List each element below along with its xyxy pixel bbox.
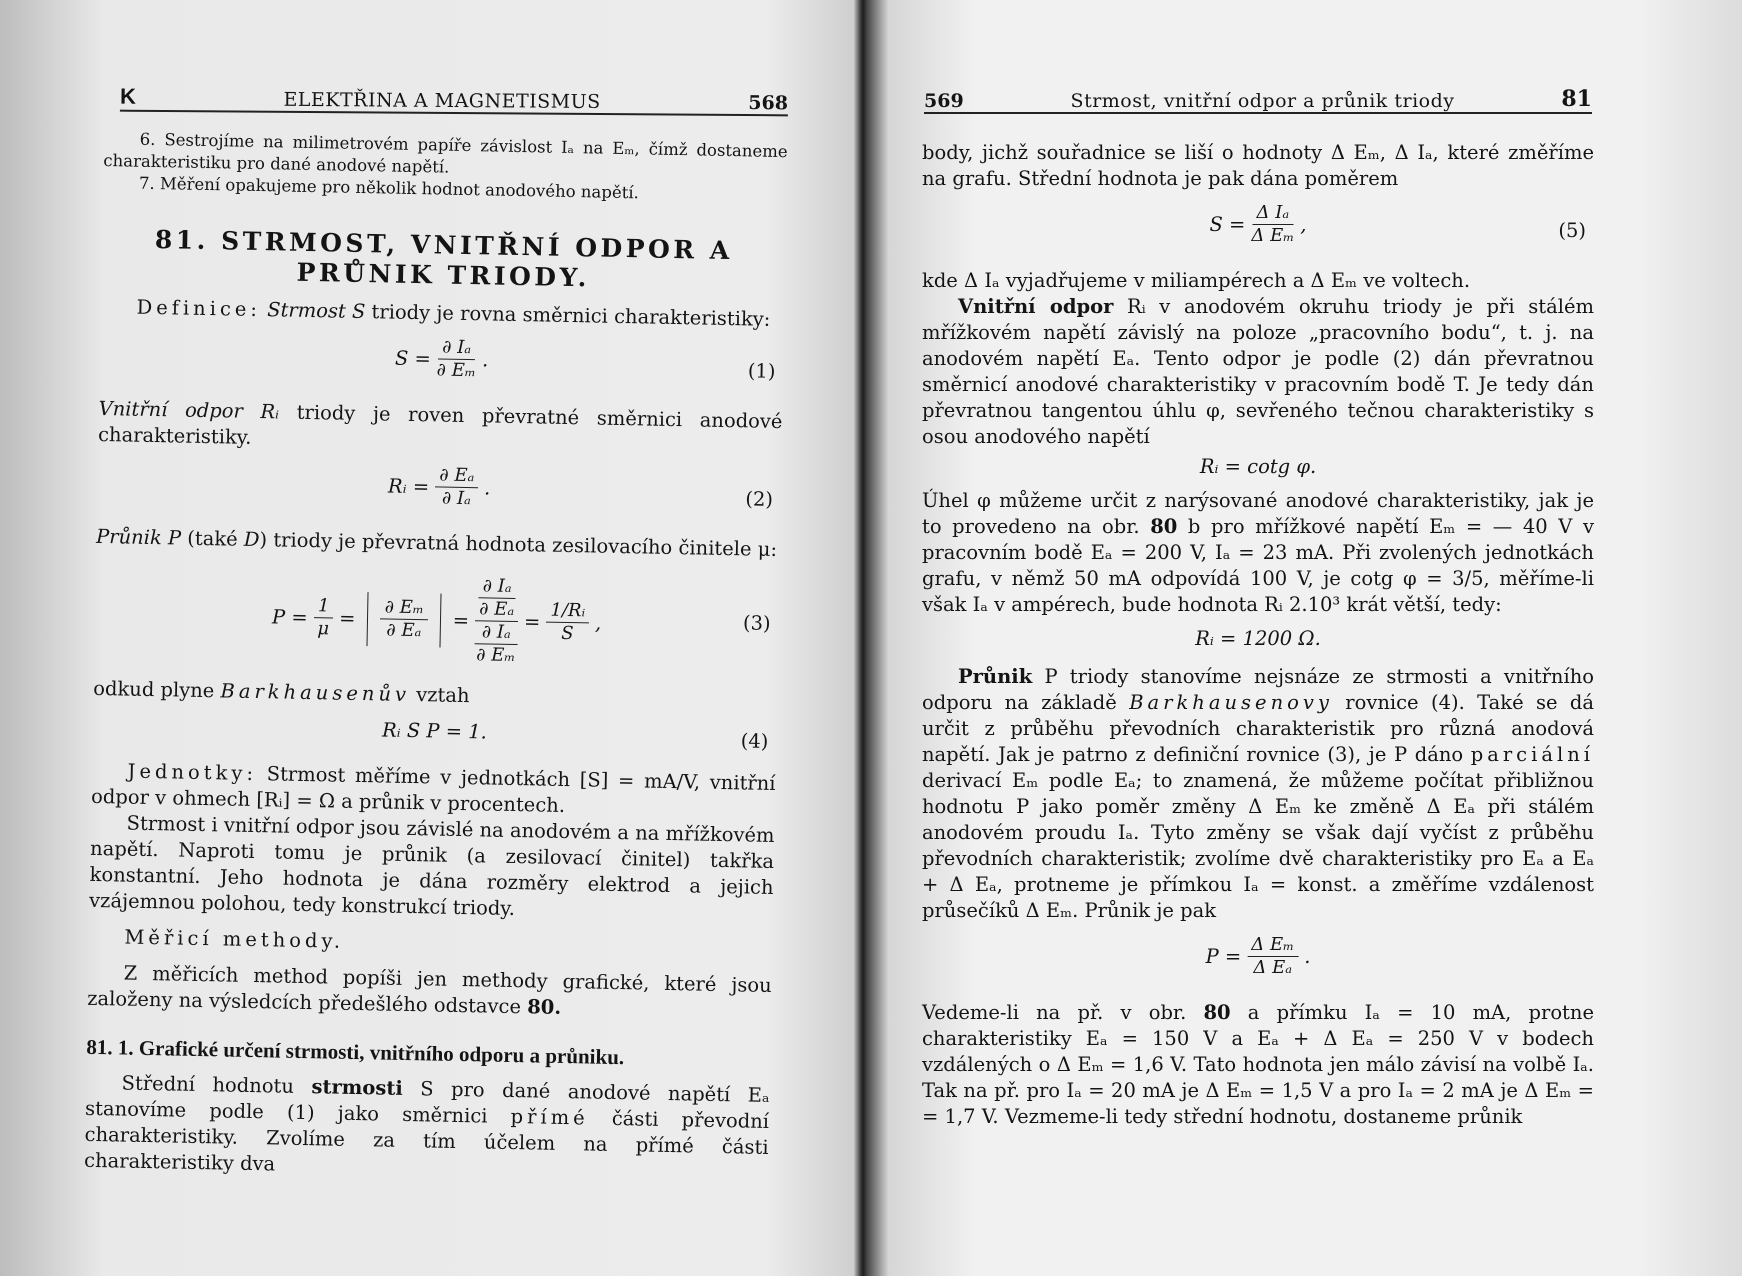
right-running-header	[924, 82, 1592, 114]
definition-paragraph: Definice: Strmost S triody je rovna směrnici charakteristiky:	[136, 295, 771, 331]
paragraph: Vnitřní odpor Rᵢ triody je roven převratné směrnici anodové charakteristiky.	[97, 396, 783, 449]
list-item: 7. Měření opakujeme pro několik hodnot anodového napětí.	[138, 173, 640, 203]
equation-number: (2)	[745, 487, 774, 511]
paragraph: kde Δ Iₐ vyjadřujeme v miliampérech a Δ Eₘ ve voltech.	[922, 269, 1471, 292]
section-title: 81. STRMOST, VNITŘNÍ ODPOR A PRŮNIK TRIODY.	[154, 225, 733, 293]
equation-7: Rᵢ = 1200 Ω.	[1195, 627, 1321, 650]
paragraph: Strmost i vnitřní odpor jsou závislé na anodovém a na mřížkovém napětí. Naproti tomu je průnik (a zesilovací činitel) takřka konstantní. Jeho hodnota je dána rozměry elektrod a jejich vzájemnou polohou, tedy konstrukcí triody.	[88, 811, 775, 921]
header-letter: K	[119, 83, 136, 109]
paragraph: Střední hodnotu strmosti S pro dané anodové napětí Eₐ stanovíme podle (1) jako směrnici přímé části převodní charakteristiky. Zvolíme za tím účelem na přímé části charakteristiky dva	[83, 1071, 770, 1176]
paragraph: Úhel φ můžeme určit z narýsované anodové charakteristiky, jak je to provedeno na obr. 80 b pro mřížkové napětí Eₘ = — 40 V v pracovním bodě Eₐ = 200 V, Iₐ = 23 mA. Při zvolených jednotkách grafu, v němž 50 mA odpovídá 100 V, je cotg φ = 3/5, měříme-li však Iₐ v ampérech, bude hodnota Rᵢ 2.10³ krát větší, tedy:	[922, 489, 1595, 616]
left-page	[0, 0, 860, 1276]
header-title: Strmost, vnitřní odpor a průnik triody	[1070, 90, 1455, 112]
left-running-header	[120, 80, 788, 117]
equation-1: S = $\frac{\text{∂ Iₐ}}{\text{∂ Eₘ}}$ . (1)	[394, 336, 776, 383]
paragraph: odkud plyne Barkhausenův vztah	[93, 676, 470, 708]
equation-number: (1)	[747, 359, 776, 383]
equation-4: Rᵢ S P = 1. (4)	[381, 718, 769, 753]
list-item: 6. Sestrojíme na milimetrovém papíře závislost Iₐ na Eₘ, čímž dostaneme charakteristiku pro dané anodové napětí.	[103, 129, 788, 177]
paragraph: body, jichž souřadnice se liší o hodnoty Δ Eₘ, Δ Iₐ, které změříme na grafu. Střední hodnota je pak dána poměrem	[922, 141, 1594, 190]
equation-8: P = $\frac{\text{Δ Eₘ}}{\text{Δ Eₐ}}$ .	[1205, 934, 1311, 978]
paragraph: Jednotky: Strmost měříme v jednotkách [S] = mA/V, vnitřní odpor v ohmech [Rᵢ] = Ω a průnik v procentech.	[90, 759, 776, 817]
paragraph: Vedeme-li na př. v obr. 80 a přímku Iₐ = 10 mA, protne charakteristiky Eₐ = 150 V a Eₐ + Δ Eₐ = 250 V v bodech vzdálených o Δ Eₘ = 1,6 V. Tato hodnota jen málo závisí na volbě Iₐ. Tak na př. pro Iₐ = 20 mA je Δ Eₘ = 1,5 V a pro Iₐ = 2 mA je Δ Eₘ = = 1,7 V. Vezmeme-li tedy střední hodnotu, dostaneme průnik	[922, 1001, 1594, 1128]
left-text-column	[84, 128, 788, 1187]
section-number: 81	[1561, 86, 1592, 112]
subheading: Měřicí methody.	[124, 925, 345, 953]
equation-5: S = $\frac{\text{Δ Iₐ}}{\text{Δ Eₘ}}$ , (5)	[1209, 202, 1586, 246]
page-number: 568	[748, 92, 789, 115]
header-title: ELEKTŘINA A MAGNETISMUS	[283, 88, 601, 114]
equation-2: Rᵢ = $\frac{\text{∂ Eₐ}}{\text{∂ Iₐ}}$ . (2)	[387, 464, 774, 511]
paragraph: Vnitřní odpor Rᵢ v anodovém okruhu triody je při stálém mřížkovém napětí závislý na poloze „pracovního bodu“, t. j. na anodovém napětí Eₐ. Tento odpor je podle (2) dán převratnou směrnicí anodové charakteristiky v pracovním bodě T. Je tedy dán převratnou tangentou úhlu φ, sevřeného tečnou charakteristiky s osou anodového napětí	[922, 295, 1594, 448]
equation-number: (4)	[740, 729, 769, 753]
right-page	[868, 0, 1742, 1276]
paragraph: Průnik P triody stanovíme nejsnáze ze strmosti a vnitřního odporu na základě Barkhausenovy rovnice (4). Také se dá určit z průběhu převodních charakteristik pro různá anodová napětí. Jak je patrno z definiční rovnice (3), je P dáno parciální derivací Eₘ podle Eₐ; to znamená, že můžeme počítat přibližnou hodnotu P jako poměr změny Δ Eₘ ke změně Δ Eₐ při stálém anodovém proudu Iₐ. Tyto změny se však dají vyčíst z průběhu převodních charakteristik; zvolíme dvě charakteristiky pro Eₐ a Eₐ + Δ Eₐ, protneme je přímkou Iₐ = konst. a změříme vzdálenost průsečíků Δ Eₘ. Průnik je pak	[922, 665, 1594, 922]
equation-number: (5)	[1558, 219, 1586, 242]
paragraph: Průnik P (také D) triody je převratná hodnota zesilovacího činitele μ:	[95, 524, 778, 561]
equation-number: (3)	[742, 611, 771, 635]
equation-3: P = $\frac{1}{\mu}$ = $\frac{\text{∂ Eₘ}}{\text{∂ Eₐ}}$ = ∂ Iₐ $\frac{\text{∂ Eₐ}}{\text{∂ Iₐ}}$ ∂ Eₘ = $\frac{\text{1/Rᵢ}}{S}$ , (3)	[271, 575, 771, 666]
right-text-column	[922, 140, 1594, 1130]
equation-6: Rᵢ = cotg φ.	[1199, 455, 1317, 478]
subsection-title: 81. 1. Grafické určení strmosti, vnitřního odporu a průniku.	[86, 1034, 625, 1070]
paragraph: Z měřicích method popíši jen methody grafické, které jsou založeny na výsledcích předešlého odstavce 80.	[87, 961, 772, 1019]
page-number: 569	[924, 90, 964, 112]
